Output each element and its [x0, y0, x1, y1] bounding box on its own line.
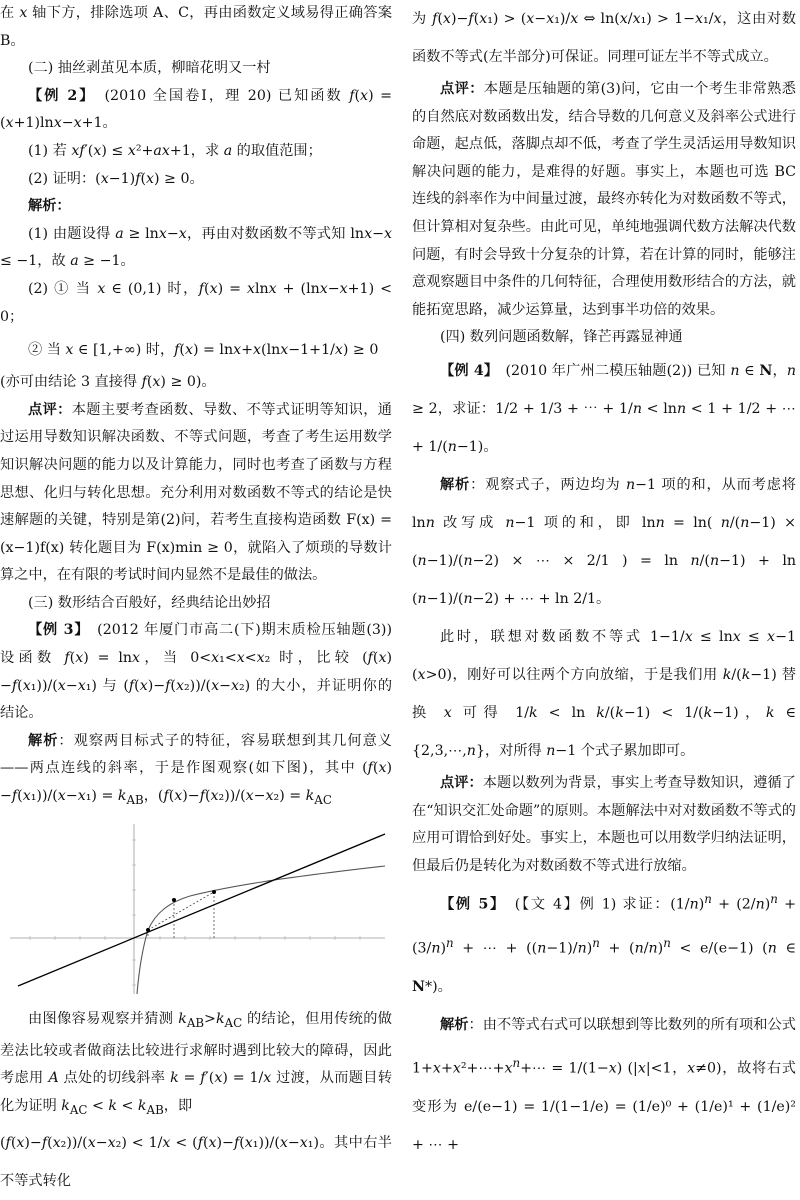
solution-label: 解析：	[28, 198, 71, 215]
comment-4-label: 点评：	[440, 774, 483, 791]
comment-3	[412, 76, 796, 324]
example-4: 【例 4】 (2010 年广州二模压轴题(2)) 已知 n ∈ N，n ≥ 2，求证：1/2 + 1/3 + ⋯ + 1/n < lnn < 1 + 1/2 + ⋯ + 1/(n−1)。	[412, 362, 796, 455]
solution-2a: (2) ① 当 x ∈ (0,1) 时，f(x) = xlnx + (lnx−x+1) < 0；	[0, 280, 392, 325]
point-a	[172, 898, 176, 902]
example-5: 【例 5】 (【文 4】例 1) 求证：$(1/n)^n + (2/n)^n + (3/n)^n$ + ⋯ + $((n-1)/n)^n + (n/n)^n < e/(e-1)$ (n ∈ N*)。	[412, 892, 796, 995]
figure-svg	[0, 820, 392, 996]
intro-paragraph: 在 x 轴下方，排除选项 A、C，再由函数定义域易得正确答案 B。	[0, 5, 393, 49]
section-2-heading: (二) 抽丝剥茧见本质，柳暗花明又一村	[28, 60, 271, 77]
right-column	[412, 0, 796, 1164]
after-figure-paragraph: 由图像容易观察并猜测 $k_{AB}>k_{AC}$ 的结论，但用传统的做差法比较或者做商法比较进行求解时遇到比较大的障碍，因此考虑用 A 点处的切线斜率 k = f′(x) = 1/x 过渡，从而题目转化为证明 $k_{AC} < k < k_{AB}$，即	[0, 1011, 393, 1117]
continuation-paragraph: 为 f(x)−f(x₁) > (x−x₁)/x ⇔ ln(x/x₁) > 1−x₁/x，这由对数函数不等式(左半部分)可保证。同理可证左半不等式成立。	[412, 11, 796, 65]
tangent-line	[18, 834, 385, 986]
comment-2-label: 点评：	[28, 401, 72, 418]
solution-2b: ② 当 x ∈ [1,+∞) 时，f(x) = lnx+x(lnx−1+1/x) ≥ 0	[28, 342, 379, 359]
inequality-line: (f(x)−f(x₂))/(x−x₂) < 1/x < (f(x)−f(x₁))/(x−x₁)。其中右半不等式转化	[0, 1135, 392, 1190]
solution-1: (1) 由题设得 a ≥ lnx−x，再由对数函数不等式知 lnx−x ≤ −1，故 a ≥ −1。	[0, 225, 392, 270]
example-5-label: 【例 5】	[440, 897, 499, 914]
comment-3-label: 点评：	[440, 81, 484, 97]
section-3-heading: (三) 数形结合百般好，经典结论出妙招	[28, 594, 271, 611]
example-3-label: 【例 3】	[28, 622, 83, 639]
example-2: 【例 2】 (2010 全国卷Ⅰ，理 20) 已知函数 f(x) = (x+1)lnx−x+1。	[0, 87, 393, 132]
ln-curve-tangent-figure	[0, 820, 392, 996]
comment-2	[0, 397, 392, 590]
example-2-label: 【例 2】	[28, 87, 89, 104]
comment-4-text: 本题以数列为背景，事实上考查导数知识，遵循了在“知识交汇处命题”的原则。本题解法中对对数函数不等式的应用可谓恰到好处。事实上，本题也可以用数学归纳法证明，但最后仍是转化为对数函数不等式进行放缩。	[412, 774, 796, 874]
point-b	[146, 928, 150, 932]
comment-4	[412, 770, 796, 880]
point-c	[212, 890, 216, 894]
comment-3-text: 本题是压轴题的第(3)问，它由一个考生非常熟悉的自然底对数函数出发，结合导数的几何意义及斜率公式进行命题，起点低，落脚点却不低，考查了学生灵活运用导数知识解决问题的能力，是难得的好题。事实上，本题也可选 BC 连线的斜率作为中间量过渡，最终亦转化为对数函数不等式，但计算相对复杂些。由此可见，单纯地强调代数方法解决代数问题，有时会导致十分复杂的计算，若在计算的同时，能够注意观察题目中条件的几何特征，合理使用数形结合的方法，就能拓宽思路，减少运算量，达到事半功倍的效果。	[412, 81, 796, 318]
example-2-q2: (2) 证明：(x−1)f(x) ≥ 0。	[28, 170, 204, 187]
section-4-heading: (四) 数列问题函数解，锋芒再露显神通	[440, 329, 683, 346]
example-2-q1: (1) 若 xf′(x) ≤ x²+ax+1，求 a 的取值范围；	[28, 142, 322, 159]
example-5-solution: 解析：由不等式右式可以联想到等比数列的所有项和公式 $1+x+x^2+\cdots+x^n+\cdots = 1/(1-x)$ (|x|<1，x≠0)，故将右式变形为 e/(e−1) = 1/(1−1/e) = (1/e)⁰ + (1/e)¹ + (1/e)² + ⋯ +	[412, 1016, 796, 1153]
solution-2c: (亦可由结论 3 直接得 f(x) ≥ 0)。	[0, 374, 216, 391]
example-3-solution: 解析：观察两目标式子的特征，容易联想到其几何意义——两点连线的斜率，于是作图观察(如下图)，其中 $(f(x)-f(x_1))/(x-x_1) = k_{AB}$，$(f(x)-f(x_2))/(x-x_2) = k_{AC}$	[0, 732, 392, 807]
comment-2-text: 本题主要考查函数、导数、不等式证明等知识，通过运用导数知识解决函数、不等式问题，考查了考生运用数学知识解决问题的能力以及计算能力，同时也考查了函数与方程思想、化归与转化思想。充分利用对数函数不等式的结论是快速解题的关键，特别是第(2)问，若考生直接构造函数 F(x) = (x−1)f(x) 转化题目为 F(x)min ≥ 0，就陷入了烦琐的导数计算之中，在有限的考试时间内显然不是最佳的做法。	[0, 401, 392, 584]
example-4-label: 【例 4】	[440, 362, 492, 379]
example-4-solution-2: 此时，联想对数函数不等式 1−1/x ≤ lnx ≤ x−1 (x>0)，刚好可以往两个方向放缩，于是我们用 k/(k−1) 替换 x 可得 1/k < ln k/(k−1) < 1/(k−1)，k ∈ {2,3,⋯,n}，对所得 n−1 个式子累加即可。	[412, 628, 797, 759]
left-column	[0, 0, 392, 1200]
example-4-solution: 解析：观察式子，两边均为 n−1 项的和，从而考虑将 lnn 改写成 n−1 项的和，即 lnn = ln( n/(n−1) × (n−1)/(n−2) × ⋯ × 2/1 ) = ln n/(n−1) + ln (n−1)/(n−2) + ⋯ + ln 2/1。	[412, 476, 797, 607]
example-3: 【例 3】 (2012 年厦门市高二(下)期末质检压轴题(3)) 设函数 f(x) = lnx，当 0<x₁<x<x₂ 时，比较 (f(x)−f(x₁))/(x−x₁) 与 (f(x)−f(x₂))/(x−x₂) 的大小，并证明你的结论。	[0, 622, 393, 722]
